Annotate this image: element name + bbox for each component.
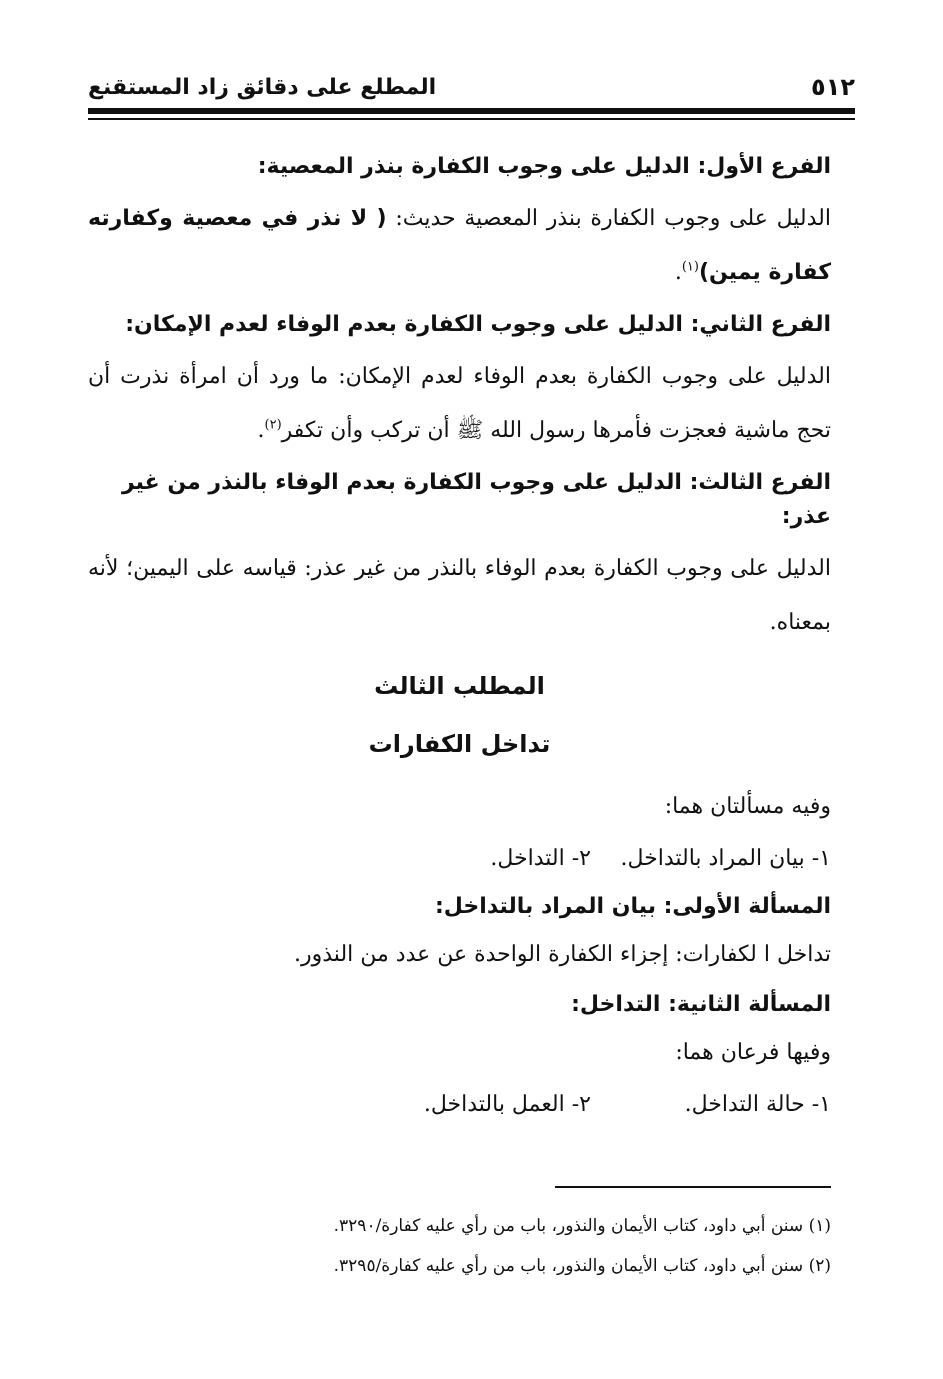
branch1-end: . [674, 260, 682, 285]
branch2-end: . [257, 418, 265, 443]
footnote-separator [555, 1186, 831, 1188]
list-item: ٢- العمل بالتداخل. [423, 1092, 591, 1117]
list-item: ٢- التداخل. [490, 846, 591, 871]
issues-intro: وفيه مسألتان هما: [664, 794, 831, 819]
hadith-quote: ( لا نذر في معصية وكفارته كفارة يمين) [88, 206, 831, 285]
issue2-heading: المسألة الثانية: التداخل: [571, 992, 831, 1017]
issue1-definition: تداخل ا لكفارات: إجزاء الكفارة الواحدة عن عدد من النذور. [294, 942, 831, 967]
part-title: المطلب الثالث [374, 672, 545, 700]
branch1-text: الدليل على وجوب الكفارة بنذر المعصية حديث: [386, 206, 831, 231]
footnote-item: (١) سنن أبي داود، كتاب الأيمان والنذور، باب من رأي عليه كفارة/٣٢٩٠. [333, 1216, 831, 1236]
branch1-paragraph [88, 192, 831, 300]
footnote-ref-1: (١) [681, 259, 699, 275]
branch1-heading: الفرع الأول: الدليل على وجوب الكفارة بنذر المعصية: [257, 154, 831, 179]
part-subtitle: تداخل الكفارات [368, 730, 551, 758]
branch2-heading: الفرع الثاني: الدليل على وجوب الكفارة بعدم الوفاء لعدم الإمكان: [125, 312, 831, 337]
main-content [88, 148, 831, 1134]
issue1-heading: المسألة الأولى: بيان المراد بالتداخل: [435, 894, 831, 919]
branch2-paragraph [88, 350, 831, 458]
list-item: ١- بيان المراد بالتداخل. [620, 846, 831, 871]
issues-list [88, 830, 831, 888]
list-item: ١- حالة التداخل. [684, 1092, 831, 1117]
branches-list [88, 1076, 831, 1134]
header-rule-thin [88, 118, 855, 120]
footnote-item: (٢) سنن أبي داود، كتاب الأيمان والنذور، باب من رأي عليه كفارة/٣٢٩٥. [333, 1256, 831, 1276]
header-rule-thick [88, 108, 855, 114]
branch2-text: الدليل على وجوب الكفارة بعدم الوفاء لعدم الإمكان: ما ورد أن امرأة نذرت أن تحج ماشية فعجزت فأمرها رسول الله ﷺ أن تركب وأن تكفر [88, 364, 831, 443]
running-header [88, 70, 855, 104]
book-title: المطلع على دقائق زاد المستقنع [88, 74, 437, 100]
branch3-heading: الفرع الثالث: الدليل على وجوب الكفارة بعدم الوفاء بالنذر من غير عذر: [121, 470, 831, 529]
branches-intro: وفيها فرعان هما: [675, 1040, 831, 1065]
footnote-ref-2: (٢) [264, 417, 282, 433]
branch3-paragraph: الدليل على وجوب الكفارة بعدم الوفاء بالنذر من غير عذر: قياسه على اليمين؛ لأنه بمعناه. [88, 556, 831, 635]
footnotes [88, 1206, 831, 1286]
page-number: ٥١٢ [811, 73, 855, 101]
